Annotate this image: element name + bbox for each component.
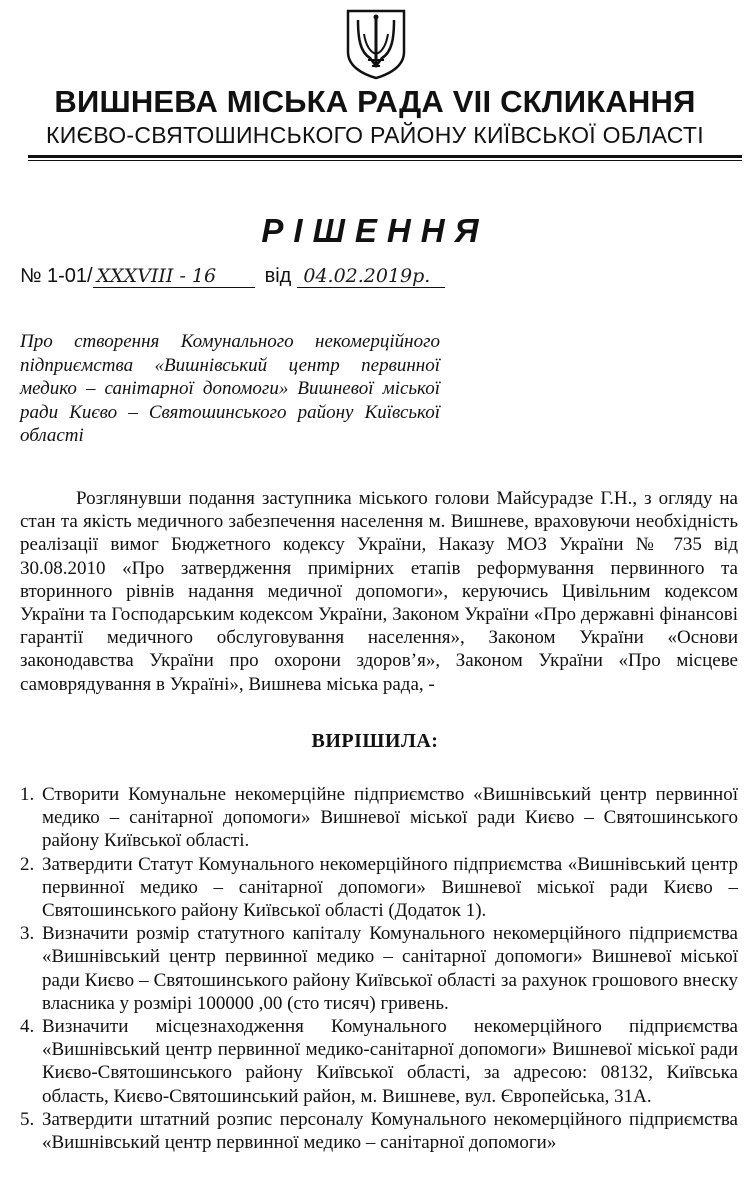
item-text: Створити Комунальне некомерційне підприємство «Вишнівський центр первинної медико – санітарної допомоги» Вишневої міської ради Києво – Святошинського району Київської області.: [42, 784, 738, 852]
item-text: Визначити розмір статутного капіталу Комунального некомерційного підприємства «Вишнівський центр первинної медико – санітарної допомоги» Вишневої міської ради Києво – Святошинського району Київської області за рахунок грошового внеску власника у розмірі 100000 ,00 (сто тисяч) гривень.: [42, 923, 738, 1014]
decision-subject: Про створення Комунального некомерційного підприємства «Вишнівський центр первинної медико – санітарної допомоги» Вишневої міської ради Києво – Святошинського району Київської області: [20, 331, 440, 446]
item-number: 4.: [20, 1016, 35, 1038]
list-item: [20, 783, 738, 853]
header-rule-thick: [28, 155, 742, 158]
decision-number: XXXVIII - 16: [93, 265, 255, 288]
decision-number-line: [20, 265, 445, 293]
header-rule-thin: [28, 160, 742, 161]
district-name: КИЄВО-СВЯТОШИНСЬКОГО РАЙОНУ КИЇВСЬКОЇ ОБЛАСТІ: [46, 122, 704, 148]
list-item: [20, 922, 738, 1015]
resolved-heading: ВИРІШИЛА:: [311, 730, 439, 752]
decision-date: 04.02.2019р.: [297, 265, 445, 288]
item-text: Затвердити штатний розпис персоналу Комунального некомерційного підприємства «Вишнівський центр первинної медико – санітарної допомоги»: [42, 1108, 738, 1154]
council-name: ВИШНЕВА МІСЬКА РАДА VII СКЛИКАННЯ: [54, 84, 696, 119]
preamble-paragraph: Розглянувши подання заступника міського голови Майсурадзе Г.Н., з огляду на стан та якість медичного забезпечення населення м. Вишневе, враховуючи необхідність реалізації вимог Бюджетного кодексу України, Наказу МОЗ України № 735 від 30.08.2010 «Про затвердження примірних етапів реформування первинного та вторинного рівнів надання медичної допомоги», керуючись Цивільним кодексом України та Господарським кодексом України, Законом України «Про державні фінансові гарантії медичного обслуговування населення», Законом України «Основи законодавства України про охорони здоров’я», Законом України «Про місцеве самоврядування в Україні», Вишнева міська рада, -: [20, 488, 738, 695]
item-number: 5.: [20, 1108, 35, 1130]
item-text: Затвердити Статут Комунального некомерційного підприємства «Вишнівський центр первинної медико – санітарної допомоги» Вишневої міської ради Києво – Святошинського району Київської області (Додаток 1).: [42, 853, 738, 922]
item-text: Визначити місцезнаходження Комунального некомерційного підприємства «Вишнівський центр первинної медико-санітарної допомоги» Вишневої міської ради Києво-Святошинського району Київської області, за адресою: 08132, Київська область, Києво-Святошинський район, м. Вишневе, вул. Європейська, 31А.: [42, 1016, 738, 1107]
item-number: 1.: [20, 784, 35, 805]
list-item: [20, 1108, 738, 1154]
item-number: 2.: [20, 853, 35, 875]
item-number: 3.: [20, 923, 35, 945]
document-title: РІШЕННЯ: [261, 212, 489, 249]
trident-coat-of-arms-icon: [344, 8, 408, 80]
list-item: [20, 1015, 738, 1108]
number-prefix: № 1-01/: [20, 265, 93, 287]
list-item: [20, 853, 738, 923]
date-label: від: [264, 265, 292, 287]
resolution-items: [20, 783, 738, 1154]
